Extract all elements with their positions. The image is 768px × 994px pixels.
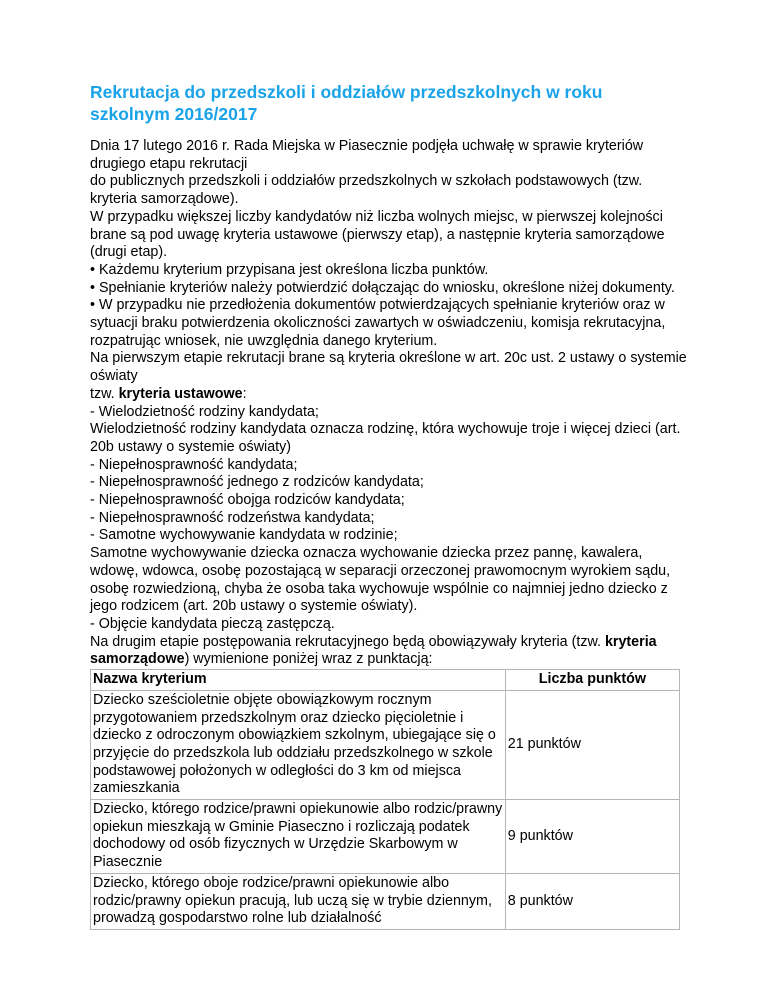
list-item: - Niepełnosprawność kandydata; <box>90 456 298 473</box>
list-item: - Samotne wychowywanie kandydata w rodzinie; <box>90 527 398 544</box>
list-item: - Niepełnosprawność jednego z rodziców kandydata; <box>90 474 424 491</box>
text: Na drugim etapie postępowania rekrutacyjnego będą obowiązywały kryteria (tzw. <box>90 633 605 650</box>
criterion-points: 21 punktów <box>505 690 679 799</box>
table-row <box>91 690 680 799</box>
criterion-name: Dziecko, którego rodzice/prawni opiekunowie albo rodzic/prawny opiekun mieszkają w Gminie Piaseczno i rozliczają podatek dochodowy od osób fizycznych w Urzędzie Skarbowym w Piasecznie <box>91 800 506 874</box>
bullet-item: • Spełnianie kryteriów należy potwierdzić dołączając do wniosku, określone niżej dokumenty. <box>90 279 675 296</box>
list-item: - Niepełnosprawność obojga rodziców kandydata; <box>90 492 405 509</box>
table-row <box>91 873 680 929</box>
paragraph <box>90 634 690 669</box>
paragraph <box>90 386 690 404</box>
list-item: - Niepełnosprawność rodzeństwa kandydata; <box>90 509 375 526</box>
bold-text: kryteria ustawowe <box>118 385 243 402</box>
text: ) wymienione poniżej wraz z punktacją: <box>184 651 433 668</box>
page-title: Rekrutacja do przedszkoli i oddziałów przedszkolnych w roku szkolnym 2016/2017 <box>90 82 603 124</box>
paragraph: Na pierwszym etapie rekrutacji brane są kryteria określone w art. 20c ust. 2 ustawy o systemie oświaty <box>90 350 687 385</box>
list-item: - Wielodzietność rodziny kandydata; <box>90 403 319 420</box>
paragraph: Samotne wychowywanie dziecka oznacza wychowanie dziecka przez pannę, kawalera, wdowę, wdowca, osobę pozostającą w separacji orzeczonej prawomocnym wyrokiem sądu, osobę rozwiedzioną, chyba że osoba taka wychowuje wspólnie co najmniej jedno dziecko z jego rodzicem (art. 20b ustawy o systemie oświaty). <box>90 545 671 615</box>
paragraph: W przypadku większej liczby kandydatów niż liczba wolnych miejsc, w pierwszej kolejności brane są pod uwagę kryteria ustawowe (pierwszy etap), a następnie kryteria samorządowe (drugi etap). <box>90 208 665 261</box>
text: tzw. <box>90 385 119 402</box>
criterion-name: Dziecko, którego oboje rodzice/prawni opiekunowie albo rodzic/prawny opiekun pracują, lub uczą się w trybie dziennym, prowadzą gospodarstwo rolne lub działalność <box>91 873 506 929</box>
criterion-points: 9 punktów <box>505 800 679 874</box>
criteria-table <box>90 669 680 930</box>
list-item: - Objęcie kandydata pieczą zastępczą. <box>90 615 335 632</box>
criterion-points: 8 punktów <box>505 873 679 929</box>
table-header-row <box>91 670 680 691</box>
header-points: Liczba punktów <box>505 670 679 691</box>
bullet-item: • Każdemu kryterium przypisana jest określona liczba punktów. <box>90 261 489 278</box>
bullet-item: • W przypadku nie przedłożenia dokumentów potwierdzających spełnianie kryteriów oraz w sytuacji braku potwierdzenia okoliczności zawartych w oświadczeniu, komisja rekrutacyjna, rozpatrując wniosek, nie uwzględnia danego kryterium. <box>90 297 666 349</box>
paragraph: Dnia 17 lutego 2016 r. Rada Miejska w Piasecznie podjęła uchwałę w sprawie kryteriów drugiego etapu rekrutacji <box>90 138 644 172</box>
bold-text: kryteria samorządowe <box>90 633 657 668</box>
document-body <box>90 138 690 930</box>
table-row <box>91 800 680 874</box>
text: : <box>242 385 247 402</box>
header-name: Nazwa kryterium <box>91 670 506 691</box>
paragraph: do publicznych przedszkoli i oddziałów przedszkolnych w szkołach podstawowych (tzw. kryteria samorządowe). <box>90 173 643 208</box>
criterion-name: Dziecko sześcioletnie objęte obowiązkowym rocznym przygotowaniem przedszkolnym oraz dziecko pięcioletnie i dziecko z odroczonym obowiązkiem szkolnym, ubiegające się o przyjęcie do przedszkola lub oddziału przedszkolnego w szkole podstawowej położonych w odległości do 3 km od miejsca zamieszkania <box>91 690 506 799</box>
paragraph: Wielodzietność rodziny kandydata oznacza rodzinę, która wychowuje troje i więcej dzieci (art. 20b ustawy o systemie oświaty) <box>90 421 681 455</box>
